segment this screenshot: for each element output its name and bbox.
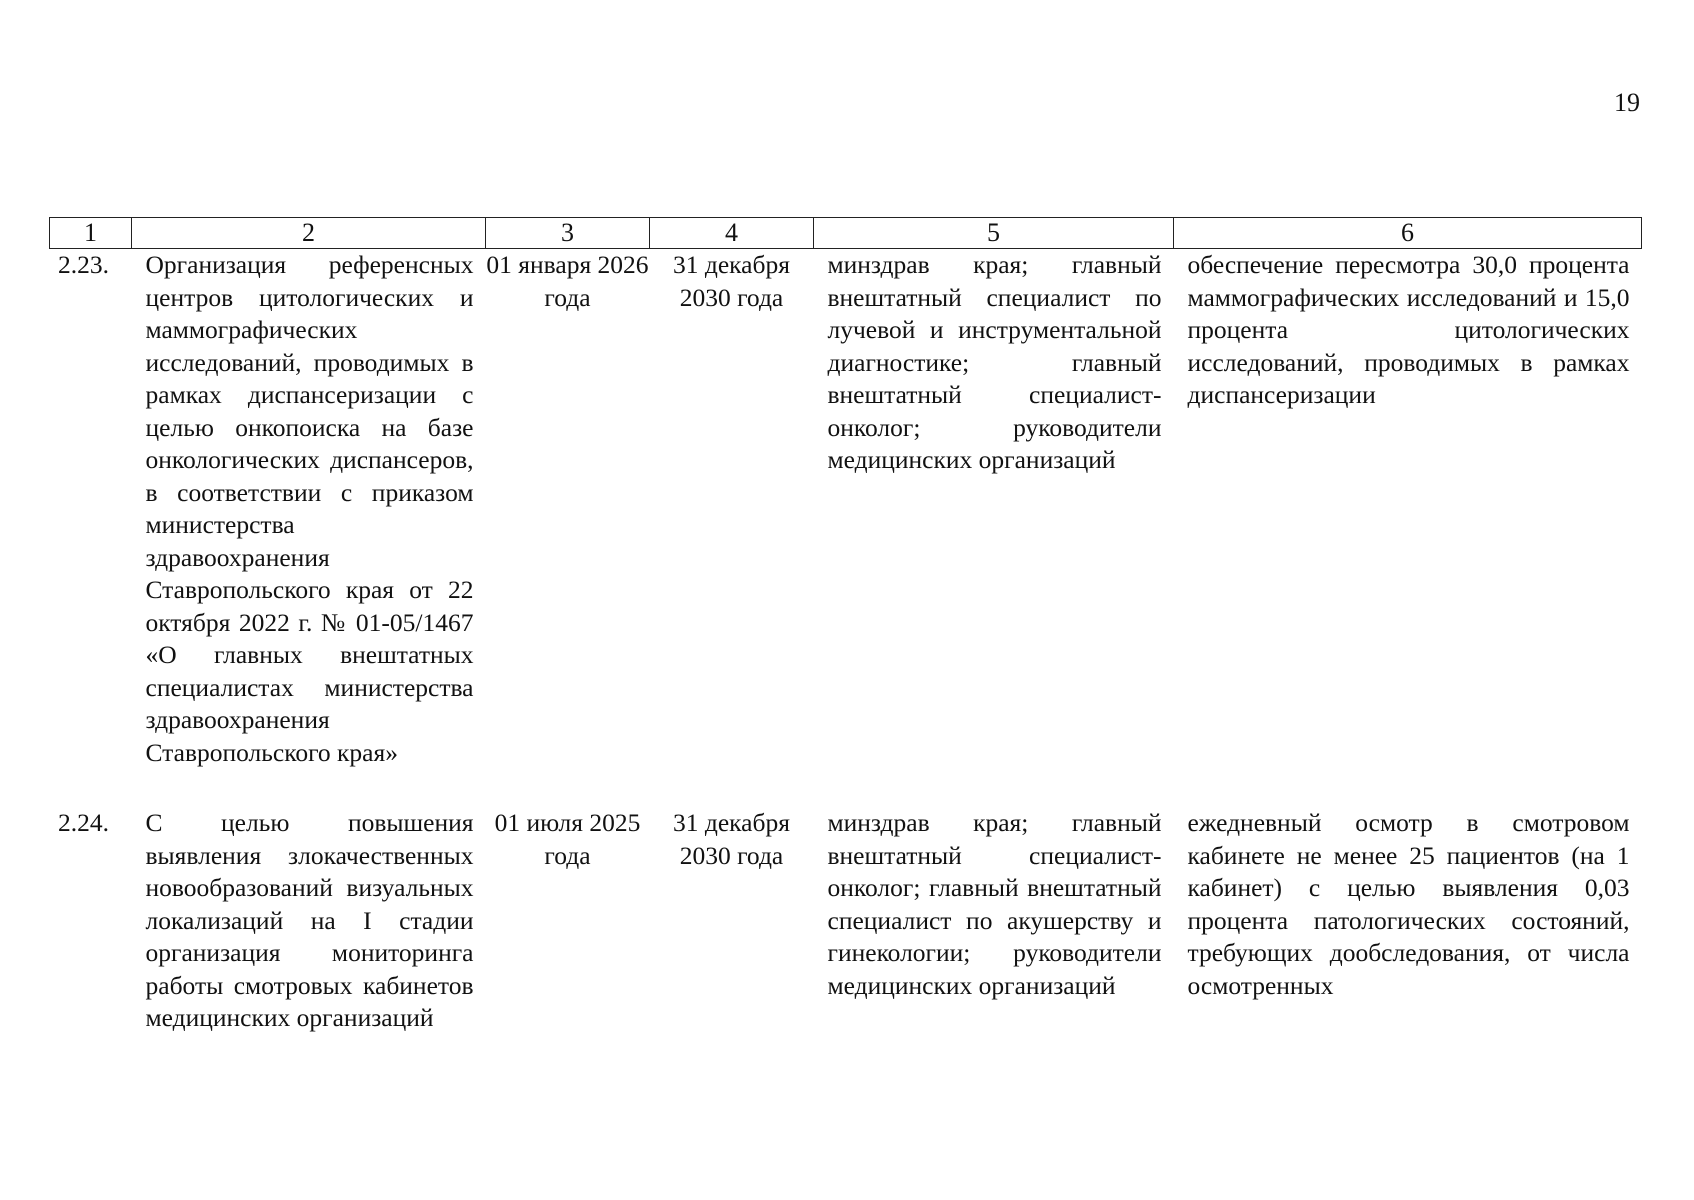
responsible-text: минздрав края; главный внештатный специалист по лучевой и инструментальной диагностике; главный внештатный специалист-онколог; руководители медицинских организаций: [827, 250, 1162, 474]
end-date: 31 декабря 2030 года: [673, 808, 790, 870]
column-header-1: 1: [50, 218, 132, 249]
table-row: [50, 249, 1642, 808]
activity-text: Организация референсных центров цитологических и маммографических исследований, проводимых в рамках диспансеризации с целью онкопоиска на базе онкологических диспансеров, в соответствии с приказом министерства здравоохранения Ставропольского края от 22 октября 2022 г. № 01-05/1467 «О главных внештатных специалистах министерства здравоохранения Ставропольского края»: [145, 250, 474, 767]
start-date: 01 января 2026 года: [486, 250, 649, 312]
start-date: 01 июля 2025 года: [494, 808, 641, 870]
column-header-4: 4: [650, 218, 814, 249]
column-header-6: 6: [1174, 218, 1642, 249]
column-header-2: 2: [132, 218, 486, 249]
end-date: 31 декабря 2030 года: [673, 250, 790, 312]
result-text: ежедневный осмотр в смотровом кабинете не менее 25 пациентов (на 1 кабинет) с целью выявления 0,03 процента патологических состояний, требующих дообследования, от числа осмотренных: [1187, 808, 1630, 1000]
page-number: 19: [1614, 88, 1640, 117]
measures-table: [49, 217, 1642, 1035]
activity-text: С целью повышения выявления злокачественных новообразований визуальных локализаций на I стадии организация мониторинга работы смотровых кабинетов медицинских организаций: [145, 808, 474, 1032]
column-header-3: 3: [486, 218, 650, 249]
responsible-text: минздрав края; главный внештатный специалист-онколог; главный внештатный специалист по акушерству и гинекологии; руководители медицинских организаций: [827, 808, 1162, 1000]
row-number: 2.23.: [58, 250, 109, 279]
table-header-row: [50, 218, 1642, 249]
column-header-5: 5: [814, 218, 1174, 249]
row-number: 2.24.: [58, 808, 109, 837]
table-row: [50, 807, 1642, 1035]
result-text: обеспечение пересмотра 30,0 процента маммографических исследований и 15,0 процента цитологических исследований, проводимых в рамках диспансеризации: [1187, 250, 1630, 409]
